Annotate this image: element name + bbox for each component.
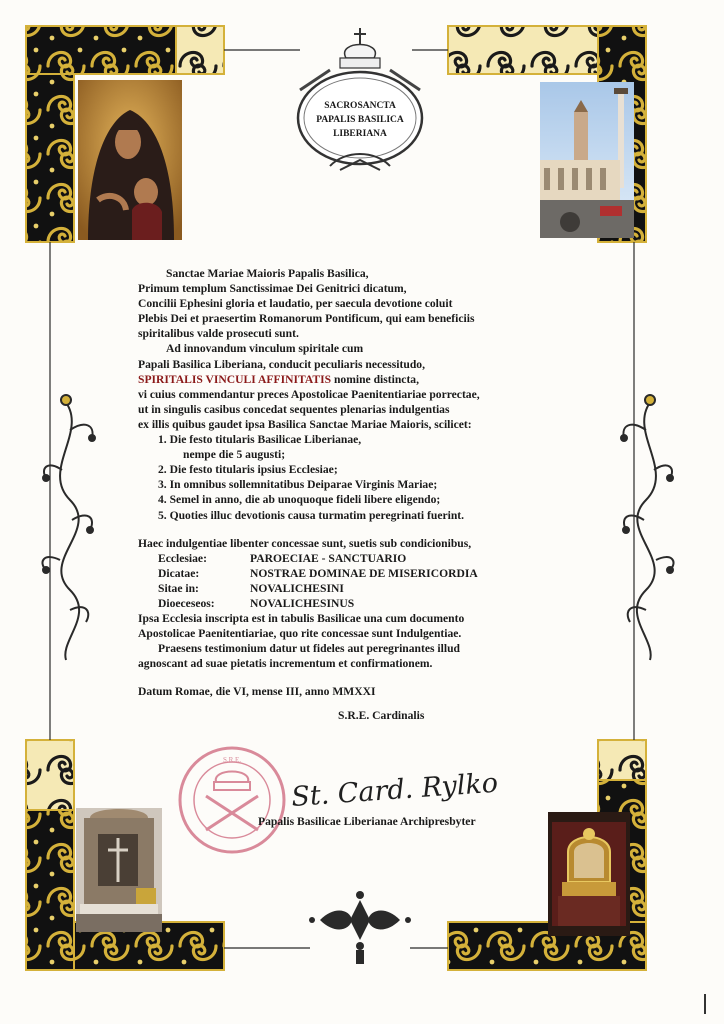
renewal-line-4: vi cuius commendantur preces Apostolicae Paenitentiariae porrectae, [138,387,480,401]
renewal-line-2: Papali Basilica Liberiana, conducit peculiaris necessitudo, [138,357,425,371]
renewal-line-5: ut in singulis casibus concedat sequentes plenarias indulgentias [138,402,450,416]
intro-line-5: spiritalibus valde prosecuti sunt. [138,327,299,341]
intro-line-1: Sanctae Mariae Maioris Papalis Basilica, [166,267,369,280]
field-label: Dioeceseos: [158,596,215,610]
conditions-intro: Haec indulgentiae libenter concessae sunt, suetis sub condicionibus, [138,536,472,550]
cardinal-title: S.R.E. Cardinalis [338,708,425,722]
affinity-title: SPIRITALIS VINCULI AFFINITATIS [138,372,332,386]
scrollbar-indicator[interactable] [704,994,706,1014]
field-label: Ecclesiae: [158,551,207,565]
field-label: Sitae in: [158,581,199,595]
list-item: nempe die 5 augusti; [183,448,286,462]
intro-line-3: Concilii Ephesini gloria et laudatio, per saecula devotione coluit [138,297,453,311]
list-item: 4. Semel in anno, die ab unoquoque fideli libere eligendo; [158,493,441,507]
field-value: NOVALICHESINUS [250,596,355,610]
field-value: NOVALICHESINI [250,581,344,595]
testimony-line-2: agnoscant ad suae pietatis incrementum et confirmationem. [138,657,433,671]
list-item: 1. Die festo titularis Basilicae Liberianae, [158,433,362,447]
list-item: 2. Die festo titularis ipsius Ecclesiae; [158,463,338,477]
seal-line-1: SACROSANCTA [324,101,396,111]
field-label: Dicatae: [158,566,200,580]
archpriest-title: Papalis Basilicae Liberianae Archipresbyter [258,815,476,828]
registry-line-1: Ipsa Ecclesia inscripta est in tabulis Basilicae una cum documento [138,612,465,626]
date-line: Datum Romae, die VI, mense III, anno MMXXI [138,685,376,699]
intro-line-2: Primum templum Sanctissimae Dei Genitrici dicatum, [138,282,407,296]
field-value: PAROECIAE - SANCTUARIO [250,551,407,565]
seal-line-2: PAPALIS BASILICA [316,115,404,125]
list-item: 5. Quoties illuc devotionis causa turmatim peregrinati fuerint. [158,508,465,522]
renewal-line-6: ex illis quibus gaudet ipsa Basilica Sanctae Mariae Maioris, scilicet: [138,417,472,431]
registry-line-2: Apostolicae Paenitentiariae, quo rite concessae sunt Indulgentiae. [138,627,462,641]
list-item: 3. In omnibus sollemnitatibus Deiparae Virginis Mariae; [158,478,438,492]
seal-line-3: LIBERIANA [333,129,387,139]
renewal-line-1: Ad innovandum vinculum spiritale cum [166,342,364,356]
intro-line-4: Plebis Dei et praesertim Romanorum Pontificum, qui eam beneficiis [138,312,475,326]
field-value: NOSTRAE DOMINAE DE MISERICORDIA [250,566,478,580]
testimony-line-1: Praesens testimonium datur ut fideles aut peregrinantes illud [158,642,460,656]
affinity-suffix: nomine distincta, [331,372,420,386]
svg-text:S.R.E.: S.R.E. [222,756,242,764]
signature: St. Card. Rylko [290,767,499,813]
